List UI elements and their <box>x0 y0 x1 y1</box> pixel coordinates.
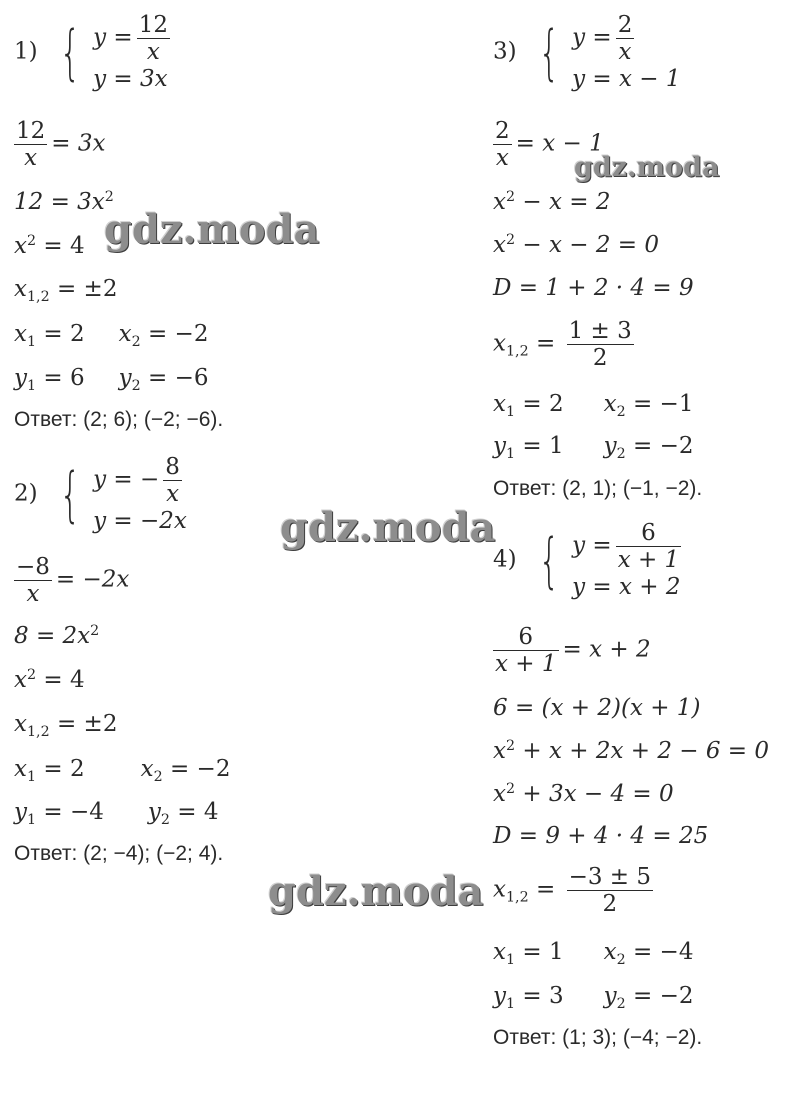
problem-3-discriminant: D = 1 + 2 · 4 = 9 <box>493 275 694 301</box>
fraction: $\frac{12}{x}$ <box>16 118 46 171</box>
fraction: $\frac{6}{x + 1}$ <box>617 520 680 573</box>
watermark: gdz.moda <box>104 206 320 253</box>
system-row-2: y = −2x <box>93 508 187 534</box>
equation-system <box>524 520 685 601</box>
brace-icon: { <box>59 459 81 530</box>
brace-icon: { <box>538 17 560 88</box>
problem-3-step-1: $\frac{2}{x}$ = x − 1 <box>495 118 604 171</box>
problem-2-x-roots: $x_1 = 2$ $x_2 = -2$ <box>14 756 231 785</box>
problem-2-system <box>14 454 187 535</box>
fraction: $\frac{-8}{x}$ <box>16 554 50 607</box>
problem-3-label: 3) <box>493 38 517 65</box>
watermark: gdz.moda <box>268 868 484 915</box>
problem-1-system <box>14 12 174 93</box>
equation-system <box>45 12 174 93</box>
problem-2-step-4: $x_{1,2} = \pm 2$ <box>14 711 118 740</box>
system-row-2: y = 3x <box>93 66 168 92</box>
brace-icon: { <box>538 525 560 596</box>
system-row-2: y = x + 2 <box>572 574 681 600</box>
fraction: $\frac{2}{x}$ <box>495 118 510 171</box>
problem-1-label: 1) <box>14 38 38 65</box>
problem-3-roots-formula: $x_{1,2}$ = $\frac{1 \pm 3}{2}$ <box>493 318 632 371</box>
system-row-1-lhs: y = − <box>93 466 160 493</box>
system-row-1-lhs: y = <box>572 24 612 51</box>
problem-4-step-4: $x^2 + 3x - 4 = 0$ <box>493 781 674 807</box>
problem-3-system <box>493 12 681 93</box>
problem-4-answer: Ответ: (1; 3); (−4; −2). <box>493 1026 703 1049</box>
problem-1-step-4: $x_{1,2} = \pm 2$ <box>14 276 118 305</box>
system-row-1-lhs: y = <box>93 24 133 51</box>
problem-4-label: 4) <box>493 546 517 573</box>
problem-4-discriminant: D = 9 + 4 · 4 = 25 <box>493 823 709 849</box>
equation-system <box>524 12 681 93</box>
problem-4-step-3: $x^2 + x + 2x + 2 - 6 = 0$ <box>493 738 770 764</box>
fraction: $\frac{-3 \pm 5}{2}$ <box>568 864 651 917</box>
watermark: gdz.moda <box>280 504 496 551</box>
problem-2-answer: Ответ: (2; −4); (−2; 4). <box>14 842 224 865</box>
problem-1-step-1: $\frac{12}{x}$ = 3x <box>16 118 106 171</box>
problem-4-roots-formula: $x_{1,2}$ = $\frac{-3 \pm 5}{2}$ <box>493 864 651 917</box>
problem-2-step-3: $x^2 = 4$ <box>14 667 85 693</box>
problem-4-step-2: 6 = (x + 2)(x + 1) <box>493 695 701 721</box>
fraction: $\frac{8}{x}$ <box>165 454 180 507</box>
problem-4-step-1: $\frac{6}{x + 1}$ = x + 2 <box>495 624 651 677</box>
system-row-1-lhs: y = <box>572 532 612 559</box>
problem-1-step-3: $x^2 = 4$ <box>14 233 85 259</box>
problem-4-y-roots: $y_1 = 3$ $y_2 = -2$ <box>493 983 694 1012</box>
problem-4-x-roots: $x_1 = 1$ $x_2 = -4$ <box>493 939 694 968</box>
fraction: $\frac{2}{x}$ <box>617 12 633 65</box>
problem-1-x-roots: $x_1 = 2$ $x_2 = -2$ <box>14 321 209 350</box>
problem-3-y-roots: $y_1 = 1$ $y_2 = -2$ <box>493 433 694 462</box>
fraction: $\frac{12}{x}$ <box>138 12 168 65</box>
brace-icon: { <box>59 17 81 88</box>
problem-3-step-2: $x^2 - x = 2$ <box>493 189 611 215</box>
equation-system <box>45 454 187 535</box>
problem-1-y-roots: $y_1 = 6$ $y_2 = -6$ <box>14 365 209 394</box>
problem-2-step-2: $8 = 2x^2$ <box>14 623 100 649</box>
problem-3-x-roots: $x_1 = 2$ $x_2 = -1$ <box>493 391 694 420</box>
watermark: gdz.moda <box>574 152 720 183</box>
problem-2-step-1: $\frac{-8}{x}$ = −2x <box>16 554 130 607</box>
problem-3-step-3: $x^2 - x - 2 = 0$ <box>493 232 659 258</box>
problem-1-answer: Ответ: (2; 6); (−2; −6). <box>14 408 224 431</box>
problem-1-step-2: $12 = 3x^2$ <box>14 189 114 215</box>
problem-2-label: 2) <box>14 480 38 507</box>
fraction: $\frac{6}{x + 1}$ <box>495 624 557 677</box>
system-row-2: y = x − 1 <box>572 66 681 92</box>
problem-2-y-roots: $y_1 = -4$ $y_2 = 4$ <box>14 799 219 828</box>
problem-4-system <box>493 520 685 601</box>
fraction: $\frac{1 \pm 3}{2}$ <box>568 318 632 371</box>
problem-3-answer: Ответ: (2, 1); (−1, −2). <box>493 477 703 500</box>
